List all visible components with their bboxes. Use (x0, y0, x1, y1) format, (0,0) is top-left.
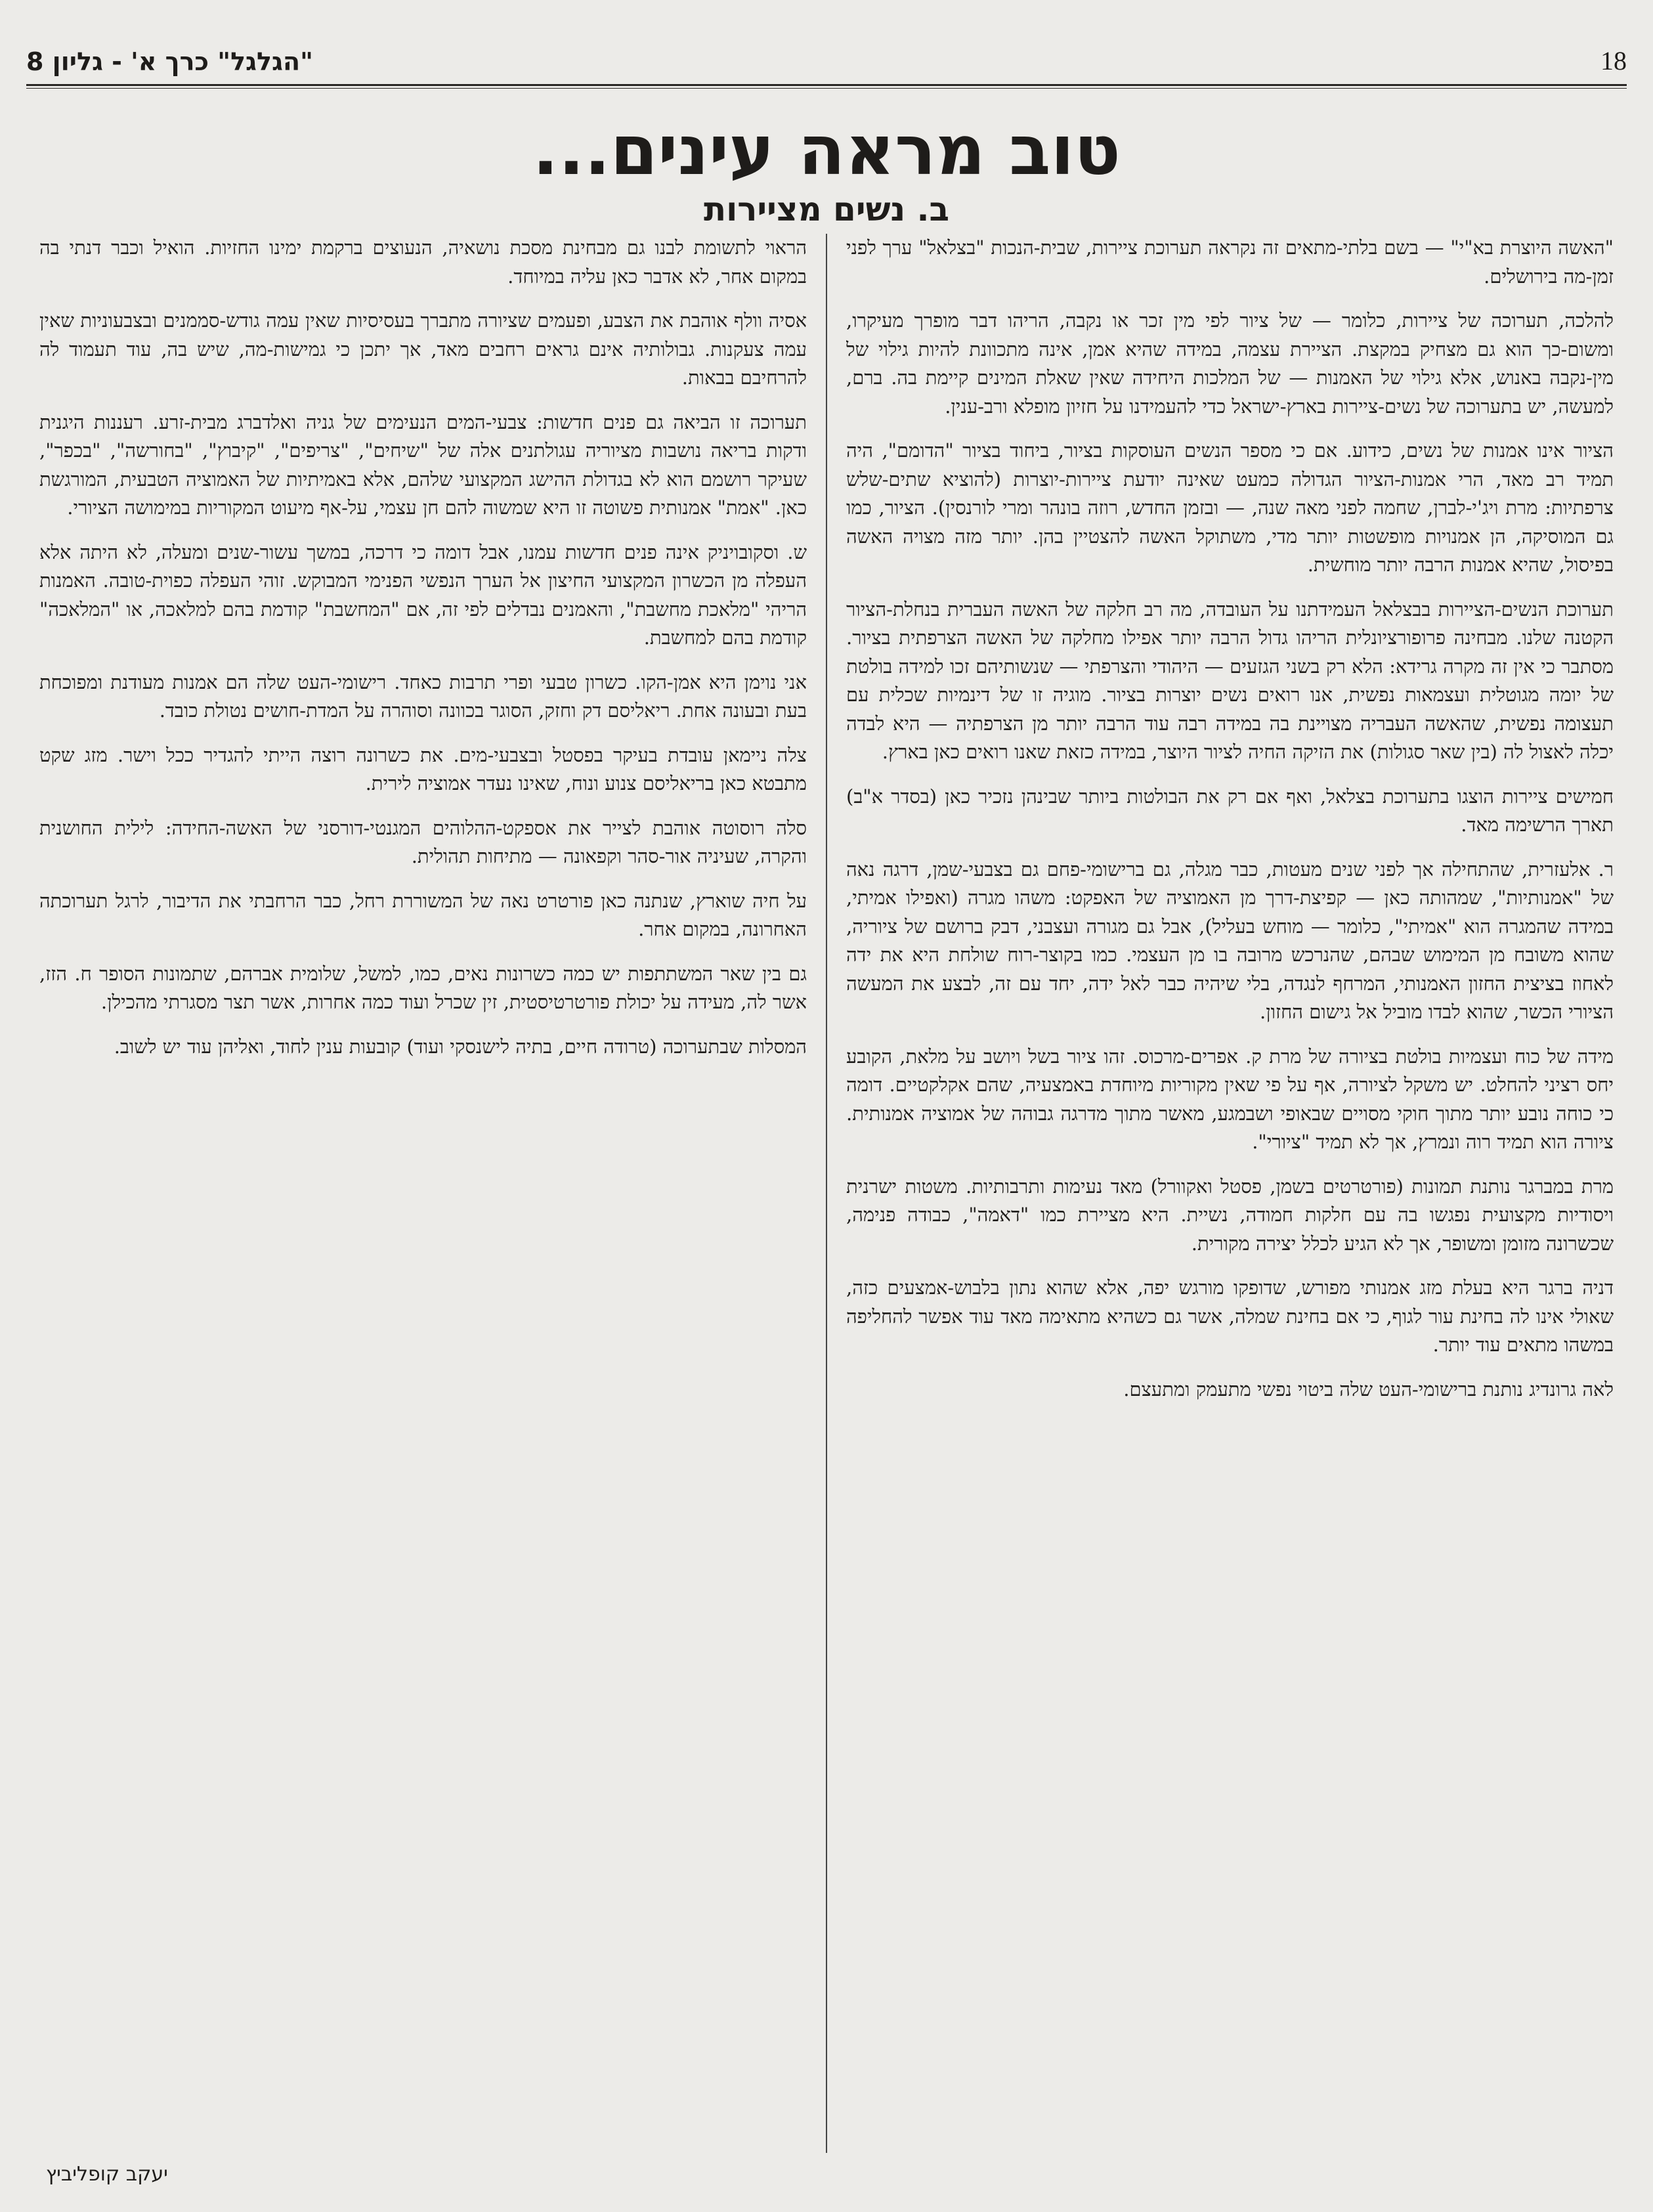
paragraph: להלכה, תערוכה של ציירות, כלומר — של ציור לפי מין זכר או נקבה, הריהו דבר מופרך מעיקרו, ומשום-כך הוא גם מצחיק במקצת. הציירת עצמה, במידה שהיא אמן, אינה מתכוונת להיות גילוי של מין-נקבה באנוש, אלא גילוי של האמנות — של המלכות היחידה שאין שאלת המינים קיימת בה. ברם, למעשה, יש בתערוכה של נשים-ציירות בארץ-ישראל כדי להעמידנו על חזיון מופלא ורב-ענין. (846, 309, 1614, 418)
header-rule (26, 84, 1627, 86)
column-divider (826, 234, 827, 2153)
paragraph: צלה ניימאן עובדת בעיקר בפסטל ובצבעי-מים. את כשרונה רוצה הייתי להגדיר ככל וישר. מזג שקט מתבטא כאן בריאליסם צנוע ונוח, שאינו נעדר אמוציה לירית. (39, 743, 807, 794)
paragraph: המסלות שבתערוכה (טרודה חיים, בתיה לישנסקי ועוד) קובעות ענין לחוד, ואליהן עוד יש לשוב. (114, 1035, 807, 1058)
header-rule-thin (26, 88, 1627, 89)
paragraph: הציור אינו אמנות של נשים, כידוע. אם כי מספר הנשים העוסקות בציור, ביחוד בציור "הדומם", היה תמיד רב מאד, הרי אמנות-הציור הגדולה כמעט שאינה יודעת ציירות-יוצרות (להוציא שתים-שלש צרפתיות: מרת ויג'י-לברן, שחמה לפני מאה שנה, — ובזמן החדש, רוזה בונהר ומרי לורנסין). הציור, כמו גם המוסיקה, הן אמנויות מופשטות יותר מדי, משתוקל האשה להצטיין בהן. יותר מזה מצויה האשה בפיסול, שהיא אמנות הרבה יותר מוחשית. (846, 439, 1614, 576)
paragraph: תערוכת הנשים-הציירות בבצלאל העמידתנו על העובדה, מה רב חלקה של האשה העברית בנחלת-הציור הקטנה שלנו. מבחינה פרופורציונלית הריהו גדול הרבה יותר אפילו מחלקה של האשה הצרפתית בציור. מסתבר כי אין זה מקרה גרידא: הלא רק בשני הגזעים — היהודי והצרפתי — שנשותיהם זכו למידה בולטת של יומה מגוטלית ועצמאות נפשית, אנו רואים נשים יוצרות בציור. מוגיה זו של דינמיות שכלית עם תעצומה נפשית, שהאשה העבריה מצויינת בה במידה רבה עוד הרבה יותר מן הצרפתיה — היא לבדה יכלה לאצול לה (בין שאר סגולות) את הזיקה החיה לציור היוצר, במידה כזאת שאנו רואים כאן בארץ. (846, 597, 1614, 763)
right-column (846, 234, 1614, 2159)
paragraph: ר. אלעזרית, שהתחילה אך לפני שנים מעטות, כבר מגלה, גם ברישומי-פחם גם בצבעי-שמן, דרגה נאה של "אמנותיות", שמהותה כאן — קפיצת-דרך מן האמוציה של האפקט: משהו מגרה (ואפילו אמיתי, במידה שהמגרה הוא "אמיתי", כלומר — מוחש בעליל), אבל גם מגורה ועצבני, דבק ברושם של ציוריה, שהוא משובח מן המימוש שבהם, שהנרכש מרובה בו מן העצמי. כמו בקוצר-רוח שולחת היא את ידה לאחוז בציצית החזון האמנותי, המרחף לנגדה, בלי שיהיה כבר לאל ידה, יחד עם זה, לבצע את המעשה הציורי הכשר, שהוא לבדו מוביל אל גישום החזון. (846, 857, 1614, 1023)
author-signature: יעקב קופליביץ (46, 2163, 168, 2186)
paragraph: דניה ברגר היא בעלת מזג אמנותי מפורש, שדופקו מורגש יפה, אלא שהוא נתון בלבוש-אמצעים כזה, שאולי אינו לה בחינת עור לגוף, כי אם בחינת שמלה, אשר גם כשהיא מתאימה מאד עוד אפשר להחליפה במשהו מתאים עוד יותר. (846, 1276, 1614, 1356)
paragraph: על חיה שוארץ, שנתנה כאן פורטרט נאה של המשוררת רחל, כבר הרחבתי את הדיבור, לרגל תערוכתה האחרונה, במקום אחר. (39, 889, 807, 940)
page-number: 18 (1600, 46, 1627, 76)
journal-info: "הגלגל" כרך א' - גליון 8 (26, 47, 313, 76)
paragraph: אסיה וולף אוהבת את הצבע, ופעמים שציורה מתברך בעסיסיות שאין עמה גודש-סממנים ובצבעוניות שאין עמה צעקנות. גבולותיה אינם גראים רחבים מאד, אך יתכן כי גמישות-מה, שיש בה, עוד תעמוד לה להרחיבם בבאות. (39, 309, 807, 389)
paragraph: ש. וסקובויניק אינה פנים חדשות עמנו, אבל דומה כי דרכה, במשך עשור-שנים ומעלה, לא היתה אלא העפלה מן הכשרון המקצועי החיצון אל הערך הנפשי הפנימי המבוקש. זוהי העפלה כפוית-טובה. האמנות הריהי "מלאכת מחשבת", והאמנים נבדלים לפי זה, אם "המחשבת" קודמת בהם למלאכה, או "המלאכה" קודמת בהם למחשבת. (39, 540, 807, 649)
paragraph: לאה גרונדיג נותנת ברישומי-העט שלה ביטוי נפשי מתעמק ומתעצם. (1123, 1377, 1614, 1400)
left-column (39, 234, 807, 2159)
paragraph: אני נוימן היא אמן-הקו. כשרון טבעי ופרי תרבות כאחד. רישומי-העט שלה הם אמנות מעודנת ומפוכחת בעת ובעונה אחת. ריאליסם דק וחזק, הסוגר בכוונה וסוהרה על המדת-חושים נטולת כובד. (39, 670, 807, 722)
running-head (26, 39, 1627, 76)
paragraph: הראוי לתשומת לבנו גם מבחינת מסכת נושאיה, הנעוצים ברקמת ימינו החזיות. הואיל וכבר דנתי בה במקום אחר, לא אדבר כאן עליה במיוחד. (39, 236, 807, 288)
paragraph: גם בין שאר המשתתפות יש כמה כשרונות נאים, כמו, למשל, שלומית אברהם, שתמונות הסופר ח. הזז, אשר לה, מעידה על יכולת פורטרטיסטית, זין שכרל ועוד כמה אחרות, אשר תצר מסגרתי מהכילן. (39, 962, 807, 1013)
paragraph: מרת במברגר נותנת תמונות (פורטרטים בשמן, פסטל ואקוורל) מאד נעימות ותרבותיות. משטות ישרנית ויסודיות מקצועית נפגשו בה עם חלקות חמודה, נשיית. היא מציירת כמו "דאמה", כבודה פנימה, שכשרונה מזומן ומשופר, אך לא הגיע לכלל יצירה מקורית. (846, 1175, 1614, 1255)
paragraph: מידה של כוח ועצמיות בולטת בציורה של מרת ק. אפרים-מרכוס. זהו ציור בשל ויושב על מלאת, הקובע יחס רציני להחלט. יש משקל לציורה, אף על פי שאין מקוריות מיוחדת באמצעיה, שהם אקלקטיים. דומה כי כוחה נובע יותר מתוך חוקי מסויים שבאופי ושבמגע, מאשר מתוך מדרגה גבוהה של אמוציה אמנותית. ציורה הוא תמיד רוה ונמרץ, אך לא תמיד "ציורי". (846, 1045, 1614, 1153)
paragraph: סלה רוסוטה אוהבת לצייר את אספקט-ההלוהים המגנטי-דורסני של האשה-החידה: לילית החושנית והקרה, שעיניה אור-סהר וקפאונה — מתיחות תהולית. (39, 816, 807, 867)
paragraph: חמישים ציירות הוצגו בתערוכת בצלאל, ואף אם רק את הבולטות ביותר שבינהן נזכיר כאן (בסדר א"ב) תארך הרשימה מאד. (846, 785, 1614, 836)
article-subtitle: ב. נשים מציירות (703, 190, 950, 228)
paragraph: תערוכה זו הביאה גם פנים חדשות: צבעי-המים הנעימים של גניה ואלדברג מבית-זרע. רעננות היגנית ודקות בריאה נושבות מציוריה עגולתנים אלה של "שיחים", "צריפים", "קיבוץ", "בחורשה", "בכפר", שעיקר רושמם הוא לא בגדולת ההישג המקצועי שלהם, אלא באמיתיות של האמוציה הטבעית, המורגשת כאן. "אמת" אמנותית פשוטה זו היא שמשוה להם חן עצמי, על-אף מיעוט המקוריות במימושה הציורי. (39, 410, 807, 519)
paragraph: "האשה היוצרת בא"י" — בשם בלתי-מתאים זה נקראה תערוכת ציירות, שבית-הנכות "בצלאל" ערך לפני זמן-מה בירושלים. (846, 236, 1614, 288)
article-title: טוב מראה עינים... (532, 110, 1121, 190)
